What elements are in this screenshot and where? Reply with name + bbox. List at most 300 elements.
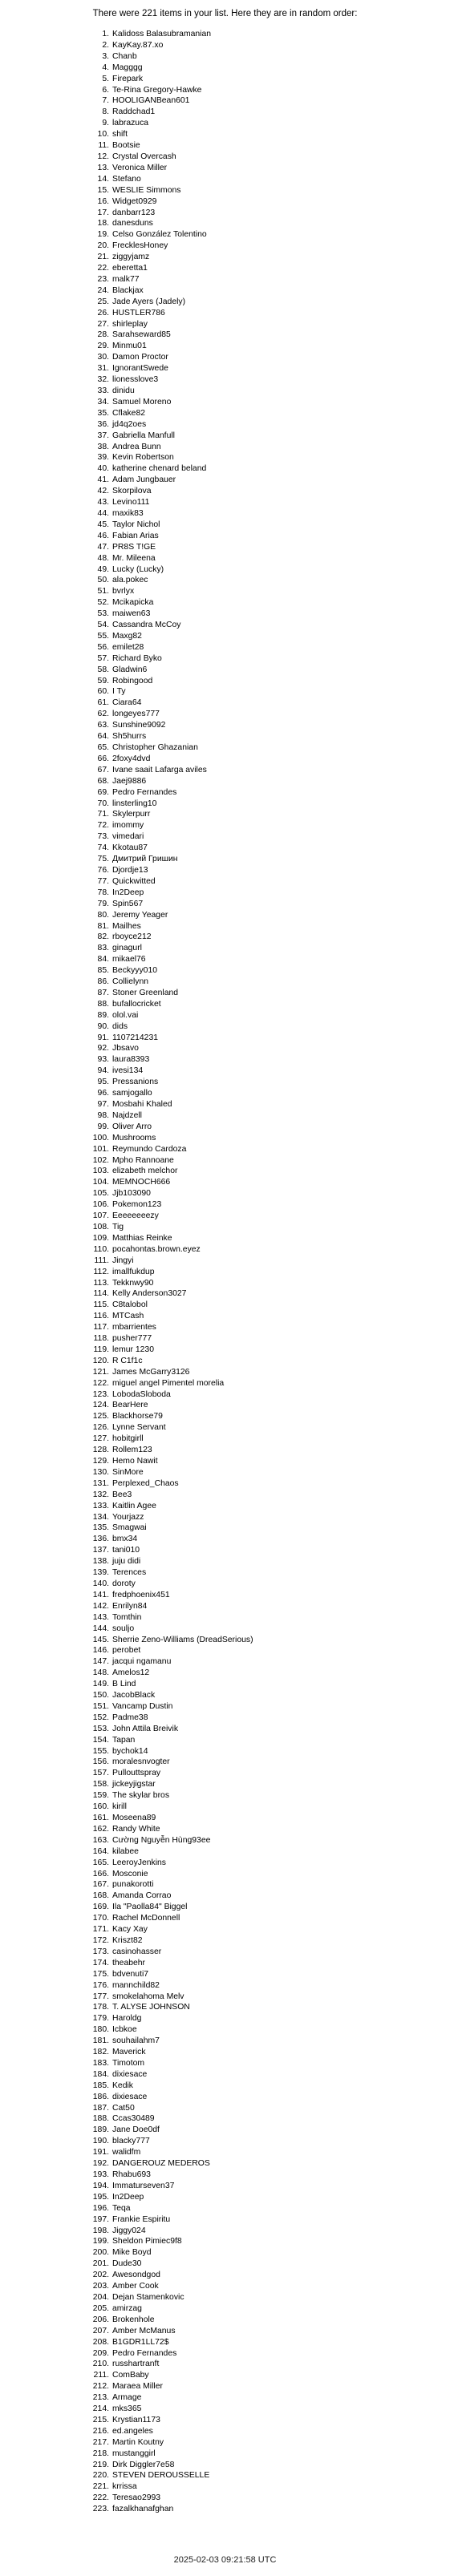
- list-item-label: Richard Byko: [112, 653, 162, 663]
- list-item-label: Stefano: [112, 174, 141, 184]
- list-item: [75, 1556, 253, 1567]
- list-item: [75, 1824, 253, 1835]
- list-item: [75, 2470, 253, 2481]
- list-item-number: 223.: [92, 2505, 109, 2514]
- list-item-label: 1107214231: [112, 1033, 159, 1042]
- list-item-number: 55.: [97, 631, 109, 641]
- list-item: [75, 1422, 253, 1434]
- list-item: [75, 497, 253, 508]
- list-item-number: 41.: [97, 475, 109, 485]
- list-item-label: ginagurl: [112, 944, 142, 953]
- list-item: [75, 196, 253, 208]
- list-item-label: Tekknwy90: [112, 1278, 154, 1288]
- list-item: [75, 1478, 253, 1490]
- list-item: [75, 653, 253, 665]
- list-item-number: 59.: [97, 676, 109, 685]
- list-item-number: 149.: [92, 1680, 109, 1689]
- list-item: [75, 174, 253, 185]
- list-item-label: Jingyi: [112, 1256, 134, 1265]
- list-item-number: 142.: [92, 1601, 109, 1611]
- list-item-number: 209.: [92, 2348, 109, 2358]
- list-item-label: MTCash: [112, 1312, 144, 1321]
- list-item: [75, 1902, 253, 1913]
- list-item-label: doroty: [112, 1579, 136, 1588]
- list-item: [75, 520, 253, 531]
- list-item: [75, 2481, 253, 2493]
- list-item: [75, 820, 253, 831]
- list-item-label: Rollem123: [112, 1446, 152, 1455]
- list-item-label: ivesi134: [112, 1066, 144, 1076]
- list-item-label: katherine chenard beland: [112, 464, 207, 474]
- list-item-label: longeyes777: [112, 710, 160, 719]
- list-item: [75, 1389, 253, 1401]
- list-item: [75, 2326, 253, 2337]
- list-item-label: Beckyyy010: [112, 966, 158, 976]
- list-item-number: 105.: [92, 1189, 109, 1199]
- list-item: [75, 1233, 253, 1244]
- list-item-number: 21.: [97, 253, 109, 262]
- list-item-label: Blackhorse79: [112, 1412, 163, 1421]
- list-item: [75, 1445, 253, 1456]
- list-item-number: 42.: [97, 487, 109, 496]
- list-item-label: Ccas30489: [112, 2114, 155, 2124]
- list-item-number: 168.: [92, 1891, 109, 1901]
- list-item-label: Amber Cook: [112, 2282, 159, 2291]
- list-item-label: Smagwai: [112, 1523, 147, 1533]
- list-item-label: Celso González Tolentino: [112, 230, 207, 240]
- list-item: [75, 564, 253, 576]
- list-item: [75, 1300, 253, 1311]
- list-item-number: 201.: [92, 2259, 109, 2269]
- list-item-number: 74.: [97, 843, 109, 853]
- list-item: [75, 1333, 253, 1345]
- list-item-number: 103.: [92, 1167, 109, 1176]
- list-item-number: 107.: [92, 1211, 109, 1221]
- list-item: [75, 2270, 253, 2281]
- list-item-number: 188.: [92, 2114, 109, 2124]
- list-item-number: 98.: [97, 1110, 109, 1120]
- list-item: [75, 1110, 253, 1122]
- list-item-number: 81.: [97, 921, 109, 931]
- list-item-label: souhailahm7: [112, 2036, 160, 2046]
- list-item: [75, 2058, 253, 2069]
- list-item-label: russhartranft: [112, 2360, 160, 2369]
- list-item-number: 148.: [92, 1668, 109, 1678]
- list-item: [75, 475, 253, 486]
- list-item: [75, 341, 253, 352]
- list-item-label: Mushrooms: [112, 1133, 156, 1142]
- list-item-number: 108.: [92, 1222, 109, 1231]
- list-item: [75, 1992, 253, 2003]
- list-item-number: 25.: [97, 297, 109, 306]
- list-item-number: 64.: [97, 732, 109, 742]
- list-item: [75, 1879, 253, 1891]
- list-item-label: Najdzell: [112, 1110, 142, 1120]
- list-item-label: Lynne Servant: [112, 1423, 166, 1433]
- list-item-label: Kedik: [112, 2081, 133, 2090]
- list-item: [75, 218, 253, 229]
- list-item: [75, 1612, 253, 1624]
- list-item-number: 166.: [92, 1869, 109, 1878]
- list-item-label: Ciara64: [112, 698, 142, 708]
- list-item: [75, 1891, 253, 1902]
- list-item-number: 220.: [92, 2471, 109, 2481]
- list-item: [75, 285, 253, 297]
- list-item: [75, 2147, 253, 2158]
- list-item-label: punakorotti: [112, 1880, 154, 1890]
- list-item: [75, 965, 253, 977]
- list-item-label: mannchild82: [112, 1980, 160, 1990]
- list-item-number: 186.: [92, 2092, 109, 2101]
- list-item-number: 139.: [92, 1568, 109, 1578]
- list-item-number: 53.: [97, 609, 109, 619]
- list-item-number: 49.: [97, 564, 109, 574]
- list-item-label: Reymundo Cardoza: [112, 1144, 187, 1154]
- list-item-label: Minmu01: [112, 342, 147, 351]
- list-item-number: 165.: [92, 1858, 109, 1867]
- list-item: [75, 787, 253, 799]
- list-item-number: 38.: [97, 442, 109, 451]
- list-item-number: 179.: [92, 2014, 109, 2024]
- list-item: [75, 1021, 253, 1033]
- list-item: [75, 1713, 253, 1724]
- list-item: [75, 2493, 253, 2504]
- list-item-number: 202.: [92, 2271, 109, 2280]
- list-item: [75, 1222, 253, 1233]
- list-item-number: 101.: [92, 1144, 109, 1154]
- list-item: [75, 1043, 253, 1054]
- list-item-label: John Attila Breivik: [112, 1724, 179, 1733]
- list-item-number: 162.: [92, 1824, 109, 1834]
- list-item: [75, 921, 253, 932]
- list-item-number: 178.: [92, 2003, 109, 2012]
- list-item: [75, 2170, 253, 2181]
- list-item-label: Damon Proctor: [112, 353, 168, 362]
- list-item-label: Pedro Fernandes: [112, 2348, 177, 2358]
- list-item-number: 115.: [93, 1300, 109, 1310]
- list-item-number: 173.: [92, 1947, 109, 1956]
- list-item-label: souljo: [112, 1624, 135, 1633]
- list-item-label: Firepark: [112, 74, 144, 83]
- list-item-number: 140.: [92, 1579, 109, 1588]
- list-item-number: 44.: [97, 508, 109, 518]
- list-item-number: 128.: [92, 1446, 109, 1455]
- list-item: [75, 1199, 253, 1211]
- list-item: [75, 185, 253, 196]
- list-item-label: LobodaSloboda: [112, 1389, 171, 1399]
- list-item: [75, 74, 253, 85]
- list-item-label: Mosconie: [112, 1869, 148, 1878]
- list-item-number: 194.: [92, 2181, 109, 2190]
- list-item: [75, 1869, 253, 1880]
- list-item-label: Mosbahi Khaled: [112, 1100, 172, 1109]
- list-item-label: jickeyjigstar: [112, 1780, 156, 1789]
- list-item-label: ed.angeles: [112, 2426, 153, 2436]
- list-item: [75, 799, 253, 810]
- random-order-list: [75, 29, 253, 2515]
- list-item-label: eberetta1: [112, 264, 148, 273]
- list-item-label: Moseena89: [112, 1814, 156, 1822]
- list-item-label: Teqa: [112, 2203, 131, 2213]
- list-item: [75, 1690, 253, 1701]
- list-item-label: Gabriella Manfull: [112, 431, 175, 440]
- list-item-label: HUSTLER786: [112, 308, 165, 317]
- list-item: [75, 2292, 253, 2303]
- list-item-label: SinMore: [112, 1467, 144, 1477]
- list-item-number: 102.: [92, 1155, 109, 1165]
- list-item-label: mustanggirl: [112, 2449, 156, 2458]
- list-item: [75, 274, 253, 285]
- list-item: [75, 2449, 253, 2460]
- list-item-number: 203.: [92, 2282, 109, 2291]
- list-item-label: Jane Doe0df: [112, 2125, 160, 2135]
- list-item-number: 94.: [97, 1066, 109, 1076]
- list-item-label: Teresao2993: [112, 2493, 161, 2503]
- list-item: [75, 876, 253, 888]
- list-item-number: 172.: [92, 1935, 109, 1945]
- list-item: [75, 709, 253, 720]
- list-item: [75, 553, 253, 564]
- list-item-label: Widget0929: [112, 196, 157, 206]
- list-item: [75, 620, 253, 631]
- list-item: [75, 2247, 253, 2259]
- list-item: [75, 118, 253, 129]
- list-item: [75, 686, 253, 698]
- list-item: [75, 2136, 253, 2147]
- list-item: [75, 676, 253, 687]
- list-item-number: 207.: [92, 2326, 109, 2335]
- list-item-number: 36.: [97, 419, 109, 429]
- list-item-label: Armage: [112, 2393, 142, 2403]
- list-item: [75, 1624, 253, 1635]
- list-item: [75, 241, 253, 252]
- list-item-number: 118.: [93, 1334, 109, 1344]
- list-item-label: Tapan: [112, 1735, 136, 1745]
- list-item-label: juju didi: [112, 1557, 141, 1567]
- list-item-number: 29.: [97, 342, 109, 351]
- list-item: [75, 486, 253, 497]
- list-item-label: Jiggy024: [112, 2226, 146, 2235]
- list-item: [75, 631, 253, 642]
- list-item: [75, 1054, 253, 1066]
- list-item: [75, 1512, 253, 1523]
- list-item: [75, 2214, 253, 2226]
- list-item-number: 111.: [94, 1256, 109, 1265]
- list-item: [75, 508, 253, 520]
- list-item-label: Haroldg: [112, 2014, 142, 2024]
- list-item-label: Pressanions: [112, 1078, 159, 1087]
- list-item-label: C8talobol: [112, 1300, 148, 1310]
- list-item-number: 15.: [97, 185, 109, 195]
- list-item-number: 174.: [92, 1958, 109, 1967]
- timestamp: 2025-02-03 09:21:58 UTC: [173, 2555, 277, 2565]
- list-item-number: 5.: [102, 74, 109, 83]
- list-item-number: 27.: [97, 319, 109, 329]
- list-item-number: 12.: [97, 152, 109, 161]
- list-item: [75, 308, 253, 319]
- list-item: [75, 252, 253, 263]
- list-item: [75, 1166, 253, 1177]
- list-item: [75, 330, 253, 341]
- list-item: [75, 1813, 253, 1824]
- list-item-label: 2foxy4dvd: [112, 754, 151, 763]
- list-item-label: Sunshine9092: [112, 721, 166, 730]
- list-item: [75, 2370, 253, 2381]
- list-item: [75, 1400, 253, 1411]
- list-item: [75, 2404, 253, 2415]
- list-item: [75, 2047, 253, 2058]
- list-item: [75, 865, 253, 876]
- list-item-number: 191.: [92, 2148, 109, 2157]
- list-item-number: 52.: [97, 598, 109, 608]
- list-item-number: 22.: [97, 264, 109, 273]
- list-item-label: Jjb103090: [112, 1189, 151, 1199]
- list-item-number: 10.: [97, 130, 109, 140]
- list-item-label: Rhabu693: [112, 2170, 151, 2179]
- list-item: [75, 297, 253, 308]
- list-item: [75, 319, 253, 330]
- list-item-number: 68.: [97, 776, 109, 786]
- list-item: [75, 1523, 253, 1534]
- list-item-label: Jaej9886: [112, 776, 147, 786]
- list-item-number: 39.: [97, 453, 109, 463]
- list-item-number: 93.: [97, 1055, 109, 1065]
- list-item-label: mks365: [112, 2404, 142, 2414]
- list-item: [75, 1913, 253, 1924]
- list-item: [75, 2415, 253, 2426]
- list-item-label: Maxg82: [112, 631, 142, 641]
- list-item-number: 185.: [92, 2081, 109, 2090]
- list-item-label: Skorpilova: [112, 487, 152, 496]
- list-item-number: 35.: [97, 408, 109, 418]
- list-item-number: 61.: [97, 698, 109, 708]
- list-item-label: Perplexed_Chaos: [112, 1478, 179, 1488]
- list-item: [75, 2002, 253, 2013]
- list-item-label: blacky777: [112, 2137, 150, 2146]
- list-item-number: 54.: [97, 621, 109, 630]
- list-item-label: Pokemon123: [112, 1200, 162, 1210]
- list-item-label: smokelahoma Melv: [112, 1992, 184, 2001]
- list-item-label: Te-Rina Gregory-Hawke: [112, 85, 202, 95]
- list-item-number: 11.: [98, 141, 109, 151]
- list-item-number: 222.: [92, 2493, 109, 2503]
- list-item-label: Mr. Mileena: [112, 553, 156, 563]
- list-item: [75, 2437, 253, 2449]
- list-item-label: ComBaby: [112, 2371, 149, 2380]
- list-item-label: miguel angel Pimentel morelia: [112, 1378, 225, 1388]
- list-item-label: In2Deep: [112, 888, 144, 897]
- list-item-label: Kacy Xay: [112, 1925, 148, 1935]
- list-item-number: 130.: [92, 1467, 109, 1477]
- list-item-number: 206.: [92, 2315, 109, 2324]
- list-item-label: dinidu: [112, 386, 135, 395]
- list-item-number: 69.: [97, 787, 109, 797]
- list-item: [75, 107, 253, 118]
- list-item-number: 73.: [97, 832, 109, 842]
- list-item-number: 158.: [92, 1780, 109, 1789]
- list-item-label: Pullouttspray: [112, 1769, 161, 1778]
- list-item-number: 221.: [92, 2482, 109, 2492]
- list-item-label: Adam Jungbauer: [112, 475, 176, 485]
- list-item-number: 82.: [97, 932, 109, 942]
- list-item-label: fazalkhanafghan: [112, 2505, 174, 2514]
- list-item: [75, 463, 253, 475]
- list-item: [75, 63, 253, 74]
- list-item-label: imommy: [112, 821, 144, 831]
- list-item-number: 205.: [92, 2303, 109, 2313]
- list-item-number: 56.: [97, 642, 109, 652]
- list-item-label: laura8393: [112, 1055, 150, 1065]
- list-item-number: 37.: [97, 431, 109, 440]
- list-item-number: 114.: [93, 1289, 109, 1299]
- list-item: [75, 977, 253, 988]
- list-item: [75, 731, 253, 742]
- list-item-number: 177.: [92, 1992, 109, 2001]
- list-item: [75, 2192, 253, 2203]
- list-item-number: 189.: [92, 2125, 109, 2135]
- list-item: [75, 2069, 253, 2081]
- list-item-label: bdvenuti7: [112, 1969, 149, 1979]
- list-item-number: 47.: [97, 542, 109, 552]
- list-item: [75, 1434, 253, 1445]
- list-item-number: 125.: [92, 1412, 109, 1421]
- list-item-number: 167.: [92, 1880, 109, 1890]
- list-item: [75, 854, 253, 865]
- list-item-number: 123.: [92, 1389, 109, 1399]
- list-item-label: maiwen63: [112, 609, 151, 619]
- list-item-label: Dejan Stamenkovic: [112, 2292, 184, 2302]
- list-item-number: 117.: [93, 1323, 109, 1332]
- list-item-label: Dude30: [112, 2259, 142, 2269]
- list-item: [75, 1645, 253, 1656]
- list-item-label: B Lind: [112, 1680, 136, 1689]
- list-item: [75, 1835, 253, 1846]
- list-item: [75, 374, 253, 386]
- list-item-number: 119.: [93, 1345, 109, 1354]
- list-item: [75, 1378, 253, 1389]
- list-item: [75, 208, 253, 219]
- list-item-number: 151.: [92, 1701, 109, 1711]
- list-item: [75, 229, 253, 241]
- list-item-number: 182.: [92, 2048, 109, 2057]
- list-item-label: Kkotau87: [112, 843, 148, 853]
- list-item-label: mikael76: [112, 955, 146, 964]
- list-item-number: 51.: [97, 587, 109, 596]
- list-item: [75, 1155, 253, 1167]
- list-item: [75, 2426, 253, 2437]
- list-item-number: 91.: [97, 1033, 109, 1042]
- list-item-label: LeeroyJenkins: [112, 1858, 167, 1867]
- list-item-number: 215.: [92, 2415, 109, 2424]
- list-item: [75, 1768, 253, 1779]
- list-item: [75, 742, 253, 754]
- list-item-label: Amanda Corrao: [112, 1891, 172, 1901]
- list-item-number: 92.: [97, 1044, 109, 1053]
- list-item: [75, 2259, 253, 2270]
- list-item-label: Immaturseven37: [112, 2181, 175, 2190]
- list-item: [75, 1256, 253, 1267]
- list-item-number: 90.: [97, 1021, 109, 1031]
- list-item-number: 160.: [92, 1802, 109, 1812]
- list-item-number: 4.: [102, 63, 109, 72]
- list-item-number: 33.: [97, 386, 109, 395]
- list-item: [75, 809, 253, 820]
- list-item-number: 181.: [92, 2036, 109, 2046]
- list-item: [75, 1980, 253, 1992]
- list-item-number: 100.: [92, 1133, 109, 1142]
- list-item-label: Mailhes: [112, 921, 141, 931]
- list-item-number: 213.: [92, 2393, 109, 2403]
